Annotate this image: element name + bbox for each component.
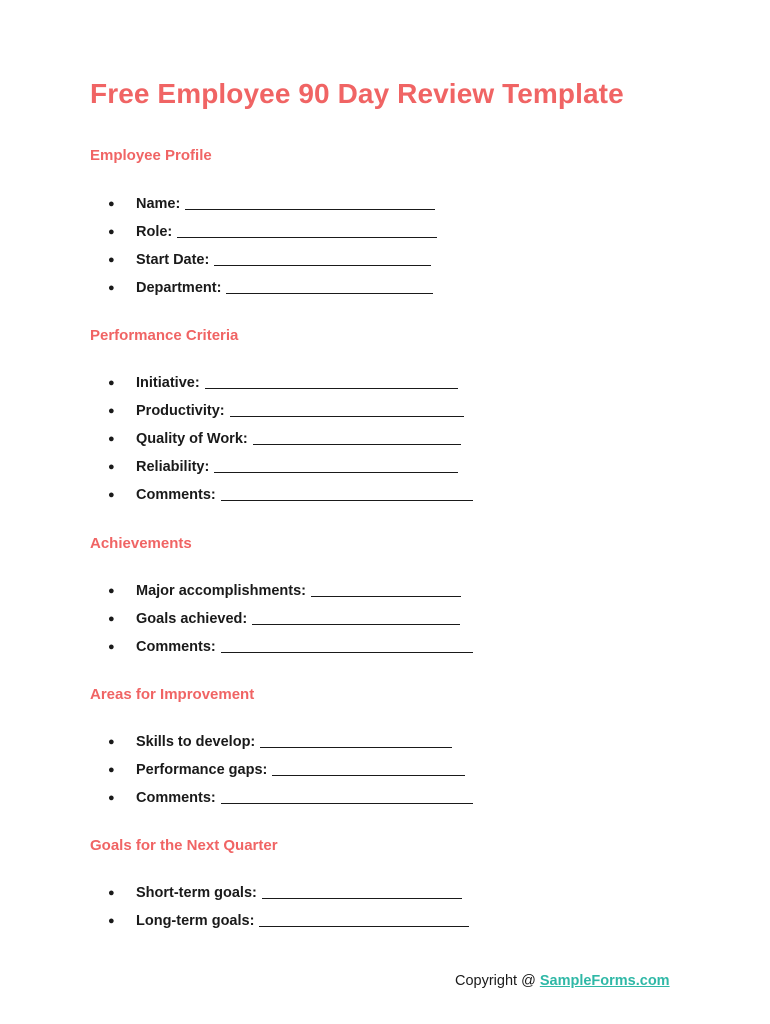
section-heading-areas-for-improvement: Areas for Improvement	[90, 686, 255, 703]
field-label-comments: Comments:	[136, 639, 216, 655]
quality-of-work-field[interactable]	[253, 431, 461, 445]
long-term-goals-field[interactable]	[259, 913, 469, 927]
bullet-icon: ●	[108, 198, 115, 210]
major-accomplishments-field[interactable]	[311, 583, 461, 597]
document-title: Free Employee 90 Day Review Template	[90, 78, 624, 109]
field-label-comments: Comments:	[136, 790, 216, 806]
bullet-icon: ●	[108, 405, 115, 417]
department-field[interactable]	[226, 280, 433, 294]
initiative-field[interactable]	[205, 375, 458, 389]
bullet-icon: ●	[108, 254, 115, 266]
bullet-icon: ●	[108, 461, 115, 473]
bullet-icon: ●	[108, 887, 115, 899]
section-heading-employee-profile: Employee Profile	[90, 147, 212, 164]
short-term-goals-field[interactable]	[262, 885, 462, 899]
copyright-text: Copyright @	[455, 973, 540, 989]
list-item	[108, 879, 469, 907]
list-item	[108, 605, 473, 633]
brand-link[interactable]: SampleForms.com	[539, 973, 670, 989]
list-item	[108, 756, 473, 784]
bullet-icon: ●	[108, 585, 115, 597]
list-item	[108, 190, 437, 218]
achievements-list	[108, 577, 473, 661]
field-label-comments: Comments:	[136, 487, 216, 503]
field-label-department: Department:	[136, 280, 222, 296]
bullet-icon: ●	[108, 282, 115, 294]
list-item	[108, 369, 473, 397]
field-label-skills-to-develop: Skills to develop:	[136, 734, 256, 750]
areas-for-improvement-list	[108, 728, 473, 812]
list-item	[108, 218, 437, 246]
list-item	[108, 728, 473, 756]
reliability-field[interactable]	[214, 459, 458, 473]
bullet-icon: ●	[108, 764, 115, 776]
field-label-initiative: Initiative:	[136, 375, 200, 391]
list-item	[108, 246, 437, 274]
bullet-icon: ●	[108, 433, 115, 445]
list-item	[108, 907, 469, 935]
field-label-long-term-goals: Long-term goals:	[136, 913, 255, 929]
name-field[interactable]	[185, 196, 435, 210]
bullet-icon: ●	[108, 641, 115, 653]
list-item	[108, 274, 437, 302]
skills-to-develop-field[interactable]	[260, 734, 452, 748]
bullet-icon: ●	[108, 915, 115, 927]
list-item	[108, 425, 473, 453]
section-heading-goals-next-quarter: Goals for the Next Quarter	[90, 837, 278, 854]
field-label-goals-achieved: Goals achieved:	[136, 611, 248, 627]
field-label-quality-of-work: Quality of Work:	[136, 431, 248, 447]
field-label-role: Role:	[136, 224, 173, 240]
field-label-reliability: Reliability:	[136, 459, 210, 475]
bullet-icon: ●	[108, 226, 115, 238]
role-field[interactable]	[177, 224, 437, 238]
list-item	[108, 784, 473, 812]
productivity-field[interactable]	[230, 403, 464, 417]
section-heading-achievements: Achievements	[90, 535, 192, 552]
bullet-icon: ●	[108, 377, 115, 389]
performance-gaps-field[interactable]	[272, 762, 465, 776]
list-item	[108, 481, 473, 509]
bullet-icon: ●	[108, 613, 115, 625]
improvement-comments-field[interactable]	[221, 790, 473, 804]
employee-profile-list	[108, 190, 437, 302]
list-item	[108, 633, 473, 661]
list-item	[108, 577, 473, 605]
field-label-short-term-goals: Short-term goals:	[136, 885, 257, 901]
section-heading-performance-criteria: Performance Criteria	[90, 327, 239, 344]
bullet-icon: ●	[108, 792, 115, 804]
bullet-icon: ●	[108, 736, 115, 748]
footer-copyright	[455, 973, 670, 989]
field-label-major-accomplishments: Major accomplishments:	[136, 583, 307, 599]
goals-achieved-field[interactable]	[252, 611, 460, 625]
start-date-field[interactable]	[214, 252, 431, 266]
performance-criteria-list	[108, 369, 473, 509]
field-label-performance-gaps: Performance gaps:	[136, 762, 268, 778]
field-label-productivity: Productivity:	[136, 403, 225, 419]
performance-comments-field[interactable]	[221, 487, 473, 501]
bullet-icon: ●	[108, 489, 115, 501]
field-label-name: Name:	[136, 196, 181, 212]
achievements-comments-field[interactable]	[221, 639, 473, 653]
list-item	[108, 397, 473, 425]
list-item	[108, 453, 473, 481]
field-label-start-date: Start Date:	[136, 252, 210, 268]
goals-next-quarter-list	[108, 879, 469, 935]
